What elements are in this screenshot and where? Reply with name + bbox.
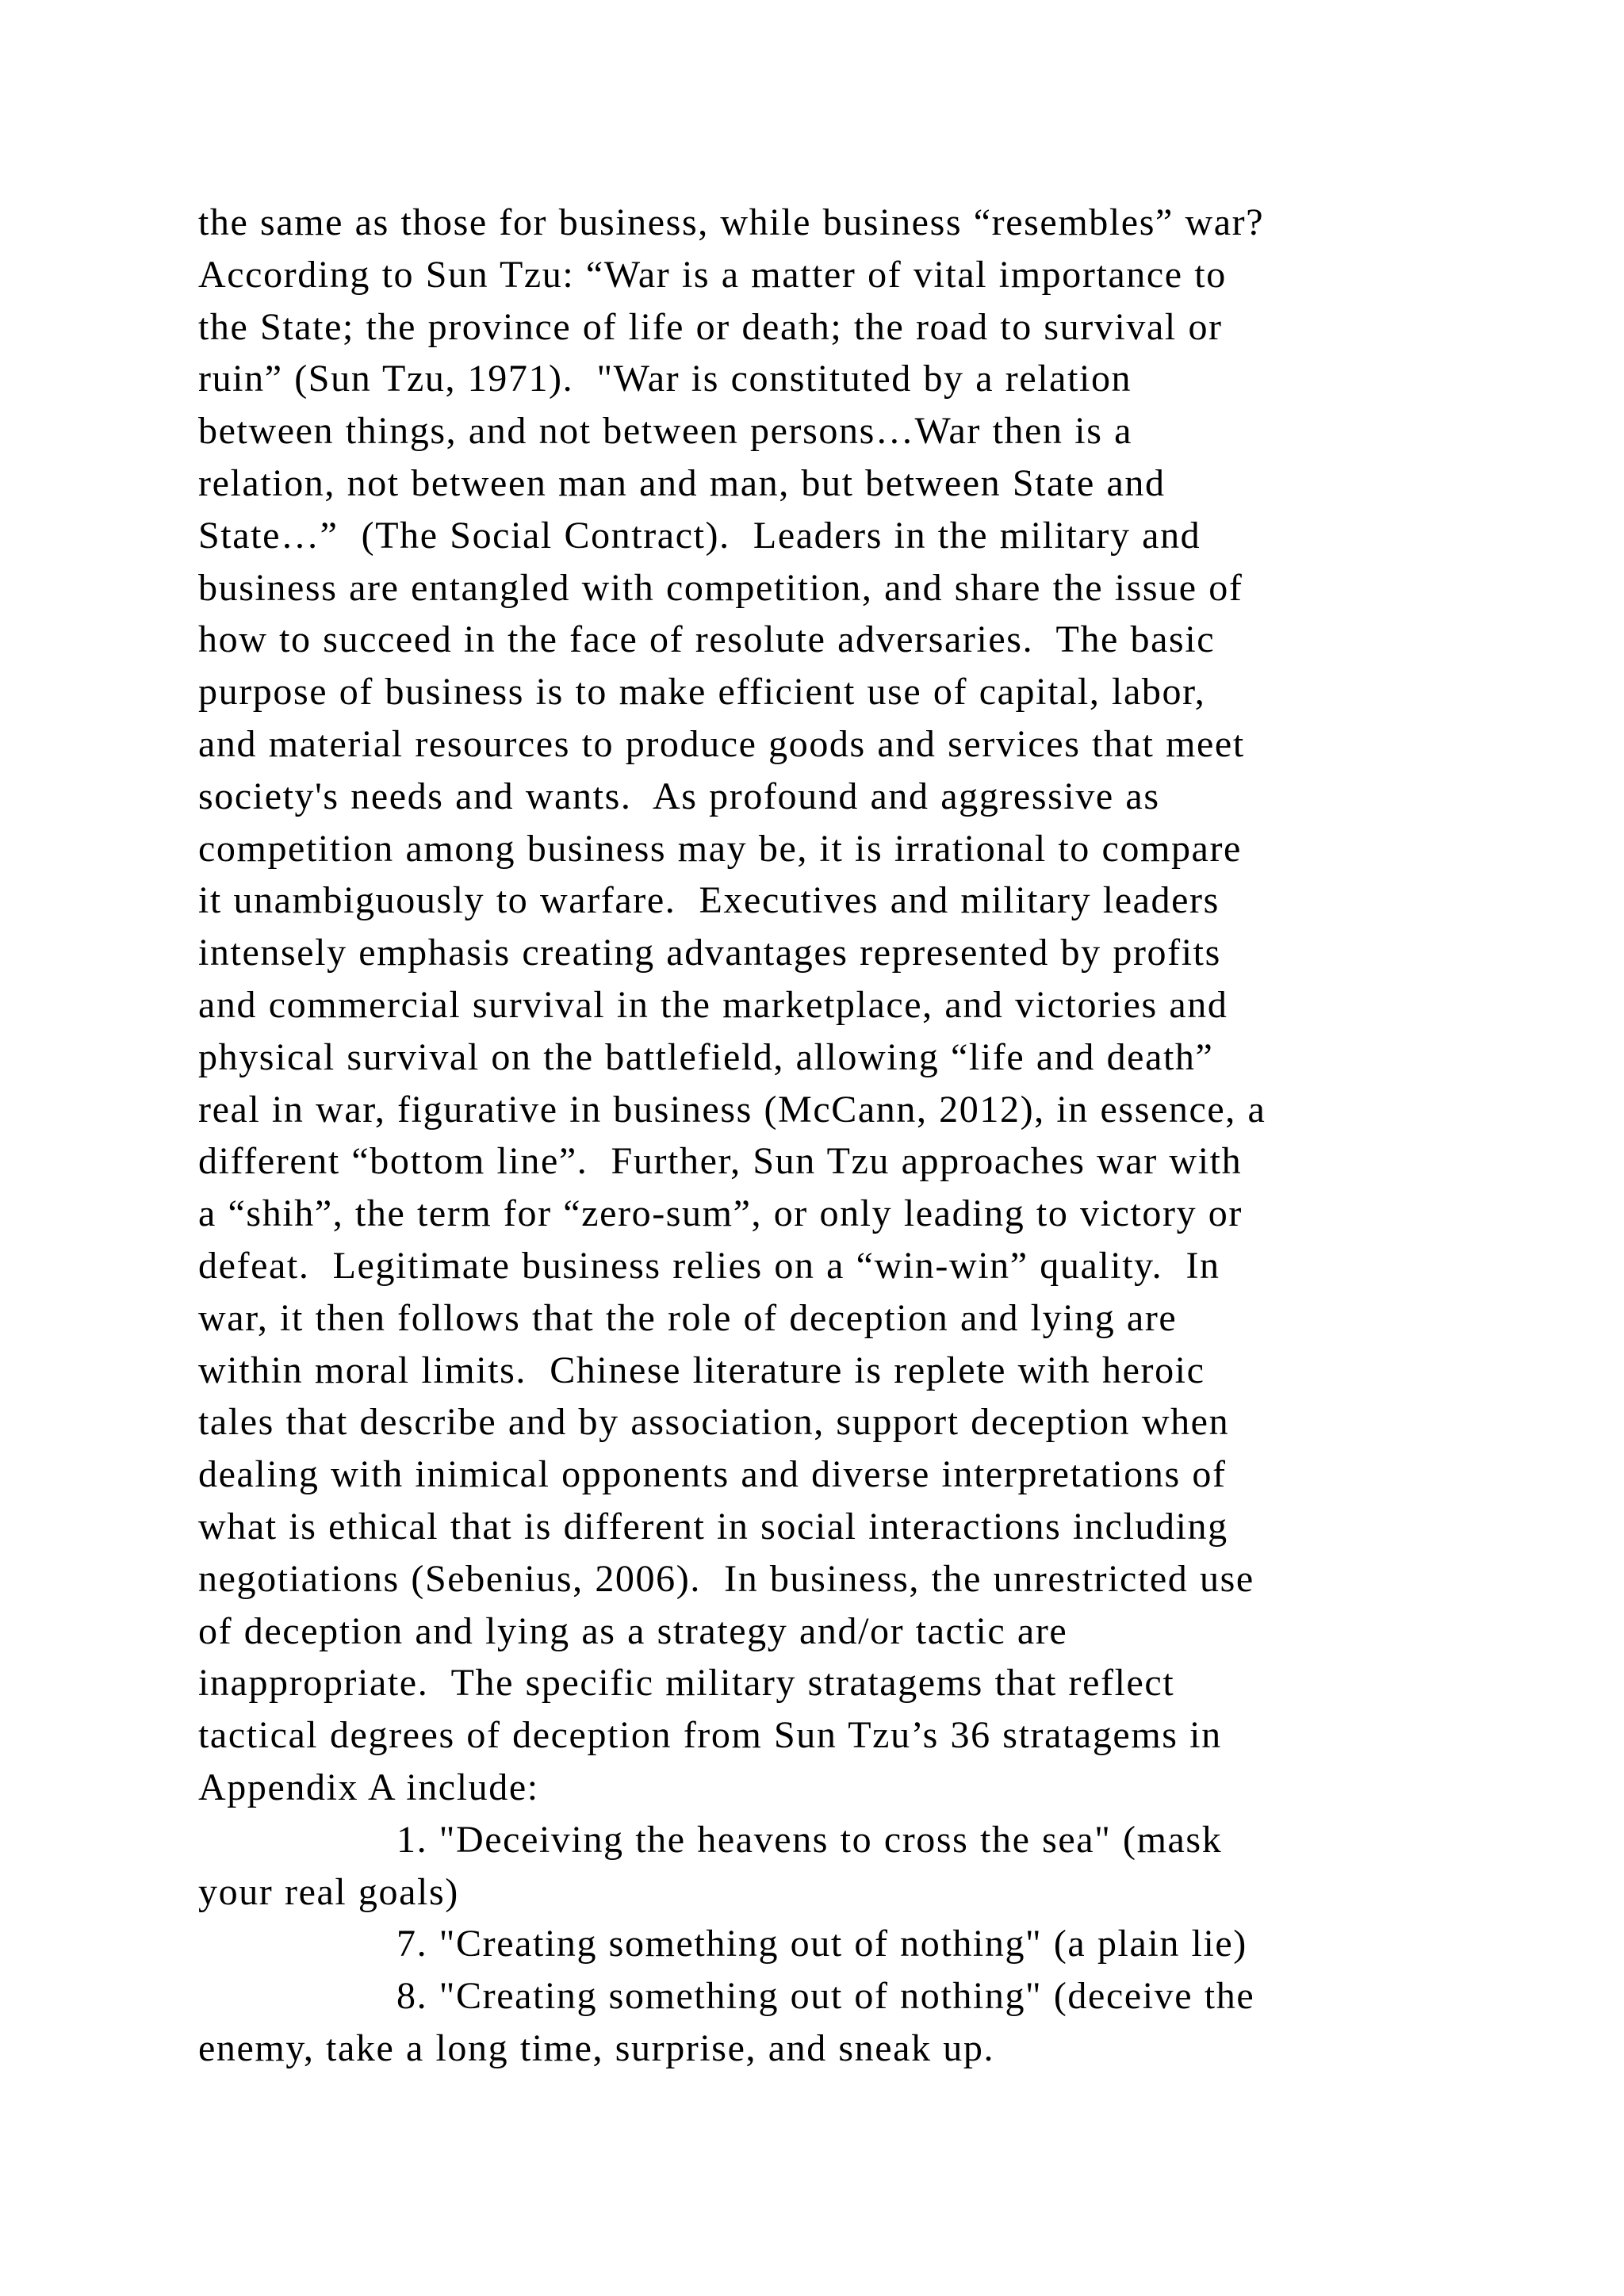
list-item-1-continuation: your real goals) — [198, 1870, 459, 1913]
text-line: different “bottom line”. Further, Sun Tzu approaches war with — [198, 1140, 1243, 1183]
body-text — [198, 197, 1499, 2075]
text-line: competition among business may be, it is irrational to compare — [198, 827, 1242, 870]
text-line: According to Sun Tzu: “War is a matter of vital importance to — [198, 253, 1227, 296]
text-line: tactical degrees of deception from Sun Tzu’s 36 stratagems in — [198, 1714, 1222, 1757]
text-line: ruin” (Sun Tzu, 1971). "War is constituted by a relation — [198, 358, 1132, 400]
list-item-1: 1. "Deceiving the heavens to cross the sea" (mask — [396, 1818, 1223, 1861]
text-line: physical survival on the battlefield, allowing “life and death” — [198, 1035, 1214, 1078]
list-item-8: 8. "Creating something out of nothing" (deceive the — [396, 1975, 1255, 2018]
text-line: business are entangled with competition, and share the issue of — [198, 566, 1243, 609]
text-line: inappropriate. The specific military stratagems that reflect — [198, 1662, 1175, 1705]
text-line: Appendix A include: — [198, 1766, 539, 1808]
text-line: it unambiguously to warfare. Executives and military leaders — [198, 879, 1220, 922]
text-line: between things, and not between persons…War then is a — [198, 410, 1132, 453]
text-line: society's needs and wants. As profound and aggressive as — [198, 775, 1160, 817]
text-line: real in war, figurative in business (McCann, 2012), in essence, a — [198, 1088, 1266, 1131]
text-line: intensely emphasis creating advantages represented by profits — [198, 932, 1221, 974]
text-line: relation, not between man and man, but between State and — [198, 461, 1166, 504]
text-line: what is ethical that is different in social interactions including — [198, 1505, 1228, 1548]
text-line: defeat. Legitimate business relies on a “win-win” quality. In — [198, 1244, 1220, 1287]
text-line: war, it then follows that the role of deception and lying are — [198, 1296, 1178, 1339]
text-line: how to succeed in the face of resolute adversaries. The basic — [198, 618, 1216, 661]
list-item-8-continuation: enemy, take a long time, surprise, and sneak up. — [198, 2026, 995, 2069]
text-line: tales that describe and by association, support deception when — [198, 1401, 1230, 1444]
text-line: negotiations (Sebenius, 2006). In business, the unrestricted use — [198, 1557, 1254, 1600]
text-line: a “shih”, the term for “zero-sum”, or only leading to victory or — [198, 1192, 1243, 1235]
list-item-7: 7. "Creating something out of nothing" (a plain lie) — [396, 1923, 1247, 1965]
text-line: the same as those for business, while business “resembles” war? — [198, 201, 1265, 243]
text-line: and commercial survival in the marketplace, and victories and — [198, 983, 1228, 1026]
text-line: and material resources to produce goods and services that meet — [198, 722, 1245, 765]
text-line: State…” (The Social Contract). Leaders in the military and — [198, 514, 1201, 557]
text-line: dealing with inimical opponents and diverse interpretations of — [198, 1453, 1227, 1496]
text-line: of deception and lying as a strategy and/or tactic are — [198, 1609, 1068, 1652]
text-line: purpose of business is to make efficient use of capital, labor, — [198, 671, 1206, 714]
text-line: within moral limits. Chinese literature is replete with heroic — [198, 1349, 1205, 1391]
text-line: the State; the province of life or death; the road to survival or — [198, 305, 1223, 348]
